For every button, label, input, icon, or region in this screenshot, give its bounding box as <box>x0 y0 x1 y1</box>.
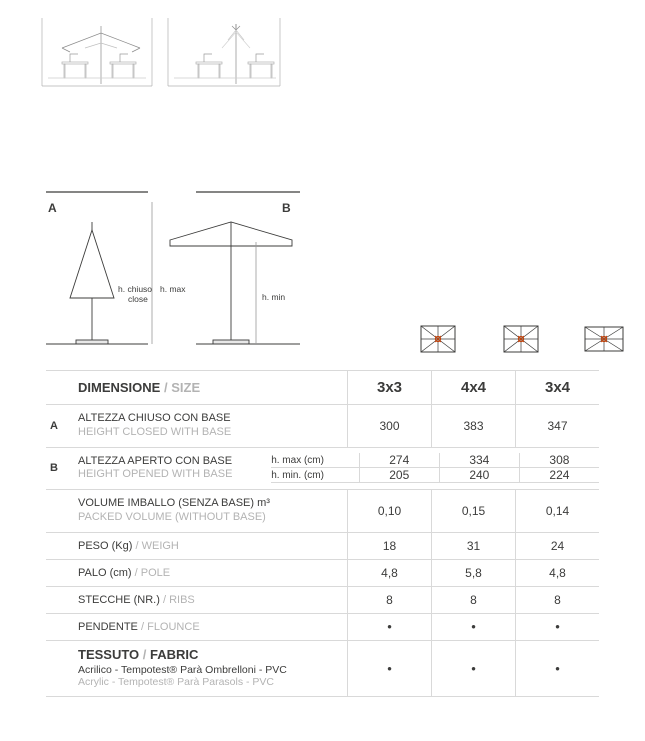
rect-parasol-icon <box>581 321 627 357</box>
specification-table <box>46 370 599 697</box>
header-size-1: 3x3 <box>348 371 432 405</box>
cell-value: 31 <box>432 532 516 559</box>
subrow-h-min <box>271 468 599 483</box>
row-label-ribs <box>72 586 348 613</box>
row-label-en: POLE <box>140 566 171 579</box>
row-label-pole <box>72 559 348 586</box>
header-label-cell <box>72 371 348 405</box>
fabric-title-it: TESSUTO <box>78 646 140 662</box>
row-label-it: ALTEZZA CHIUSO CON BASE <box>78 412 231 424</box>
cell-value: 240 <box>439 468 519 483</box>
row-label-en: RIBS <box>169 593 195 606</box>
product-icon-cell-2 <box>479 310 562 368</box>
fabric-sep: / <box>142 646 147 662</box>
cell-value: 347 <box>516 405 600 448</box>
row-label-flounce <box>72 613 348 640</box>
cell-value: 8 <box>516 586 600 613</box>
row-sep: / <box>135 539 139 552</box>
row-label-en: HEIGHT OPENED WITH BASE <box>78 468 233 481</box>
row-label-height-opened <box>72 447 271 490</box>
diagram-label-b: B <box>282 201 291 215</box>
fabric-line-it: Acrilico - Tempotest® Parà Ombrelloni - PVC <box>78 663 287 676</box>
cell-value: 5,8 <box>432 559 516 586</box>
cell-value: • <box>432 613 516 640</box>
row-label-weight <box>72 532 348 559</box>
row-label-en: HEIGHT CLOSED WITH BASE <box>78 425 232 438</box>
row-label-packed-volume <box>72 490 348 533</box>
row-label-it: VOLUME IMBALLO (SENZA BASE) m³ <box>78 497 270 509</box>
row-label-height-closed <box>72 405 348 448</box>
cell-value: 24 <box>516 532 600 559</box>
top-technical-drawings <box>0 0 645 110</box>
height-opened-subtable-wrap <box>271 447 599 490</box>
height-opened-subtable <box>271 453 599 483</box>
cell-value: 383 <box>432 405 516 448</box>
table-row-height-opened <box>46 447 599 490</box>
cell-value: 0,10 <box>348 490 432 533</box>
row-sep: / <box>140 620 145 633</box>
cell-value: 308 <box>519 453 599 468</box>
cell-value: 0,15 <box>432 490 516 533</box>
product-icon-cell-3 <box>562 310 645 368</box>
subrow-label: h. max (cm) <box>271 453 359 468</box>
row-label-it: STECCHE (NR.) <box>78 593 160 606</box>
header-label-it: DIMENSIONE <box>78 380 161 395</box>
row-sep: / <box>134 566 138 579</box>
cell-value: • <box>432 640 516 696</box>
square-parasol-icon <box>415 321 461 357</box>
row-label-it: PESO (Kg) <box>78 539 133 552</box>
label-h-min: h. min <box>262 292 286 302</box>
cell-value: 4,8 <box>348 559 432 586</box>
row-marker <box>46 586 72 613</box>
cell-value: 18 <box>348 532 432 559</box>
table-row-fabric <box>46 640 599 696</box>
diagram-label-a: A <box>48 201 57 215</box>
table-row-header <box>46 371 599 405</box>
cell-value: 224 <box>519 468 599 483</box>
header-sep: / <box>163 380 168 395</box>
cell-value: 334 <box>439 453 519 468</box>
label-h-chiuso: h. chiuso <box>118 284 153 294</box>
subrow-label: h. min. (cm) <box>271 468 359 483</box>
header-size-2: 4x4 <box>432 371 516 405</box>
row-label-en: WEIGH <box>141 539 179 552</box>
cell-value: 8 <box>348 586 432 613</box>
row-label-en: FLOUNCE <box>147 620 200 633</box>
row-label-it: ALTEZZA APERTO CON BASE <box>78 454 233 467</box>
label-close: close <box>128 294 148 304</box>
table-row-ribs <box>46 586 599 613</box>
row-label-it: PENDENTE <box>78 620 138 633</box>
header-marker <box>46 371 72 405</box>
row-marker-b: B <box>46 447 72 490</box>
product-icon-cell-1 <box>396 310 479 368</box>
row-label-en: PACKED VOLUME (WITHOUT BASE) <box>78 510 266 523</box>
row-label-it: PALO (cm) <box>78 566 132 579</box>
square-parasol-icon <box>498 321 544 357</box>
fabric-title-en: FABRIC <box>150 646 199 662</box>
cell-value: 205 <box>359 468 439 483</box>
row-sep: / <box>162 593 167 606</box>
row-marker <box>46 532 72 559</box>
cell-value: 274 <box>359 453 439 468</box>
fabric-line-en: Acrylic - Tempotest® Parà Parasols - PVC <box>78 675 275 688</box>
cell-value: • <box>516 640 600 696</box>
row-marker <box>46 559 72 586</box>
table-row-packed-volume <box>46 490 599 533</box>
cell-value: • <box>348 613 432 640</box>
subrow-h-max <box>271 453 599 468</box>
table-row-flounce <box>46 613 599 640</box>
cell-value: 0,14 <box>516 490 600 533</box>
cell-value: 4,8 <box>516 559 600 586</box>
header-label-en: SIZE <box>171 380 201 395</box>
row-marker <box>46 490 72 533</box>
row-label-fabric <box>72 640 348 696</box>
product-icons-row <box>396 310 645 368</box>
row-marker <box>46 613 72 640</box>
table-row-pole <box>46 559 599 586</box>
fabric-title <box>78 647 341 662</box>
row-marker <box>46 640 72 696</box>
cell-value: 8 <box>432 586 516 613</box>
cell-value: 300 <box>348 405 432 448</box>
cell-value: • <box>516 613 600 640</box>
header-size-3: 3x4 <box>516 371 600 405</box>
row-marker-a: A <box>46 405 72 448</box>
label-h-max: h. max <box>160 284 186 294</box>
table-row-height-closed <box>46 405 599 448</box>
size-reference-diagram <box>0 180 400 365</box>
table-row-weight <box>46 532 599 559</box>
cell-value: • <box>348 640 432 696</box>
